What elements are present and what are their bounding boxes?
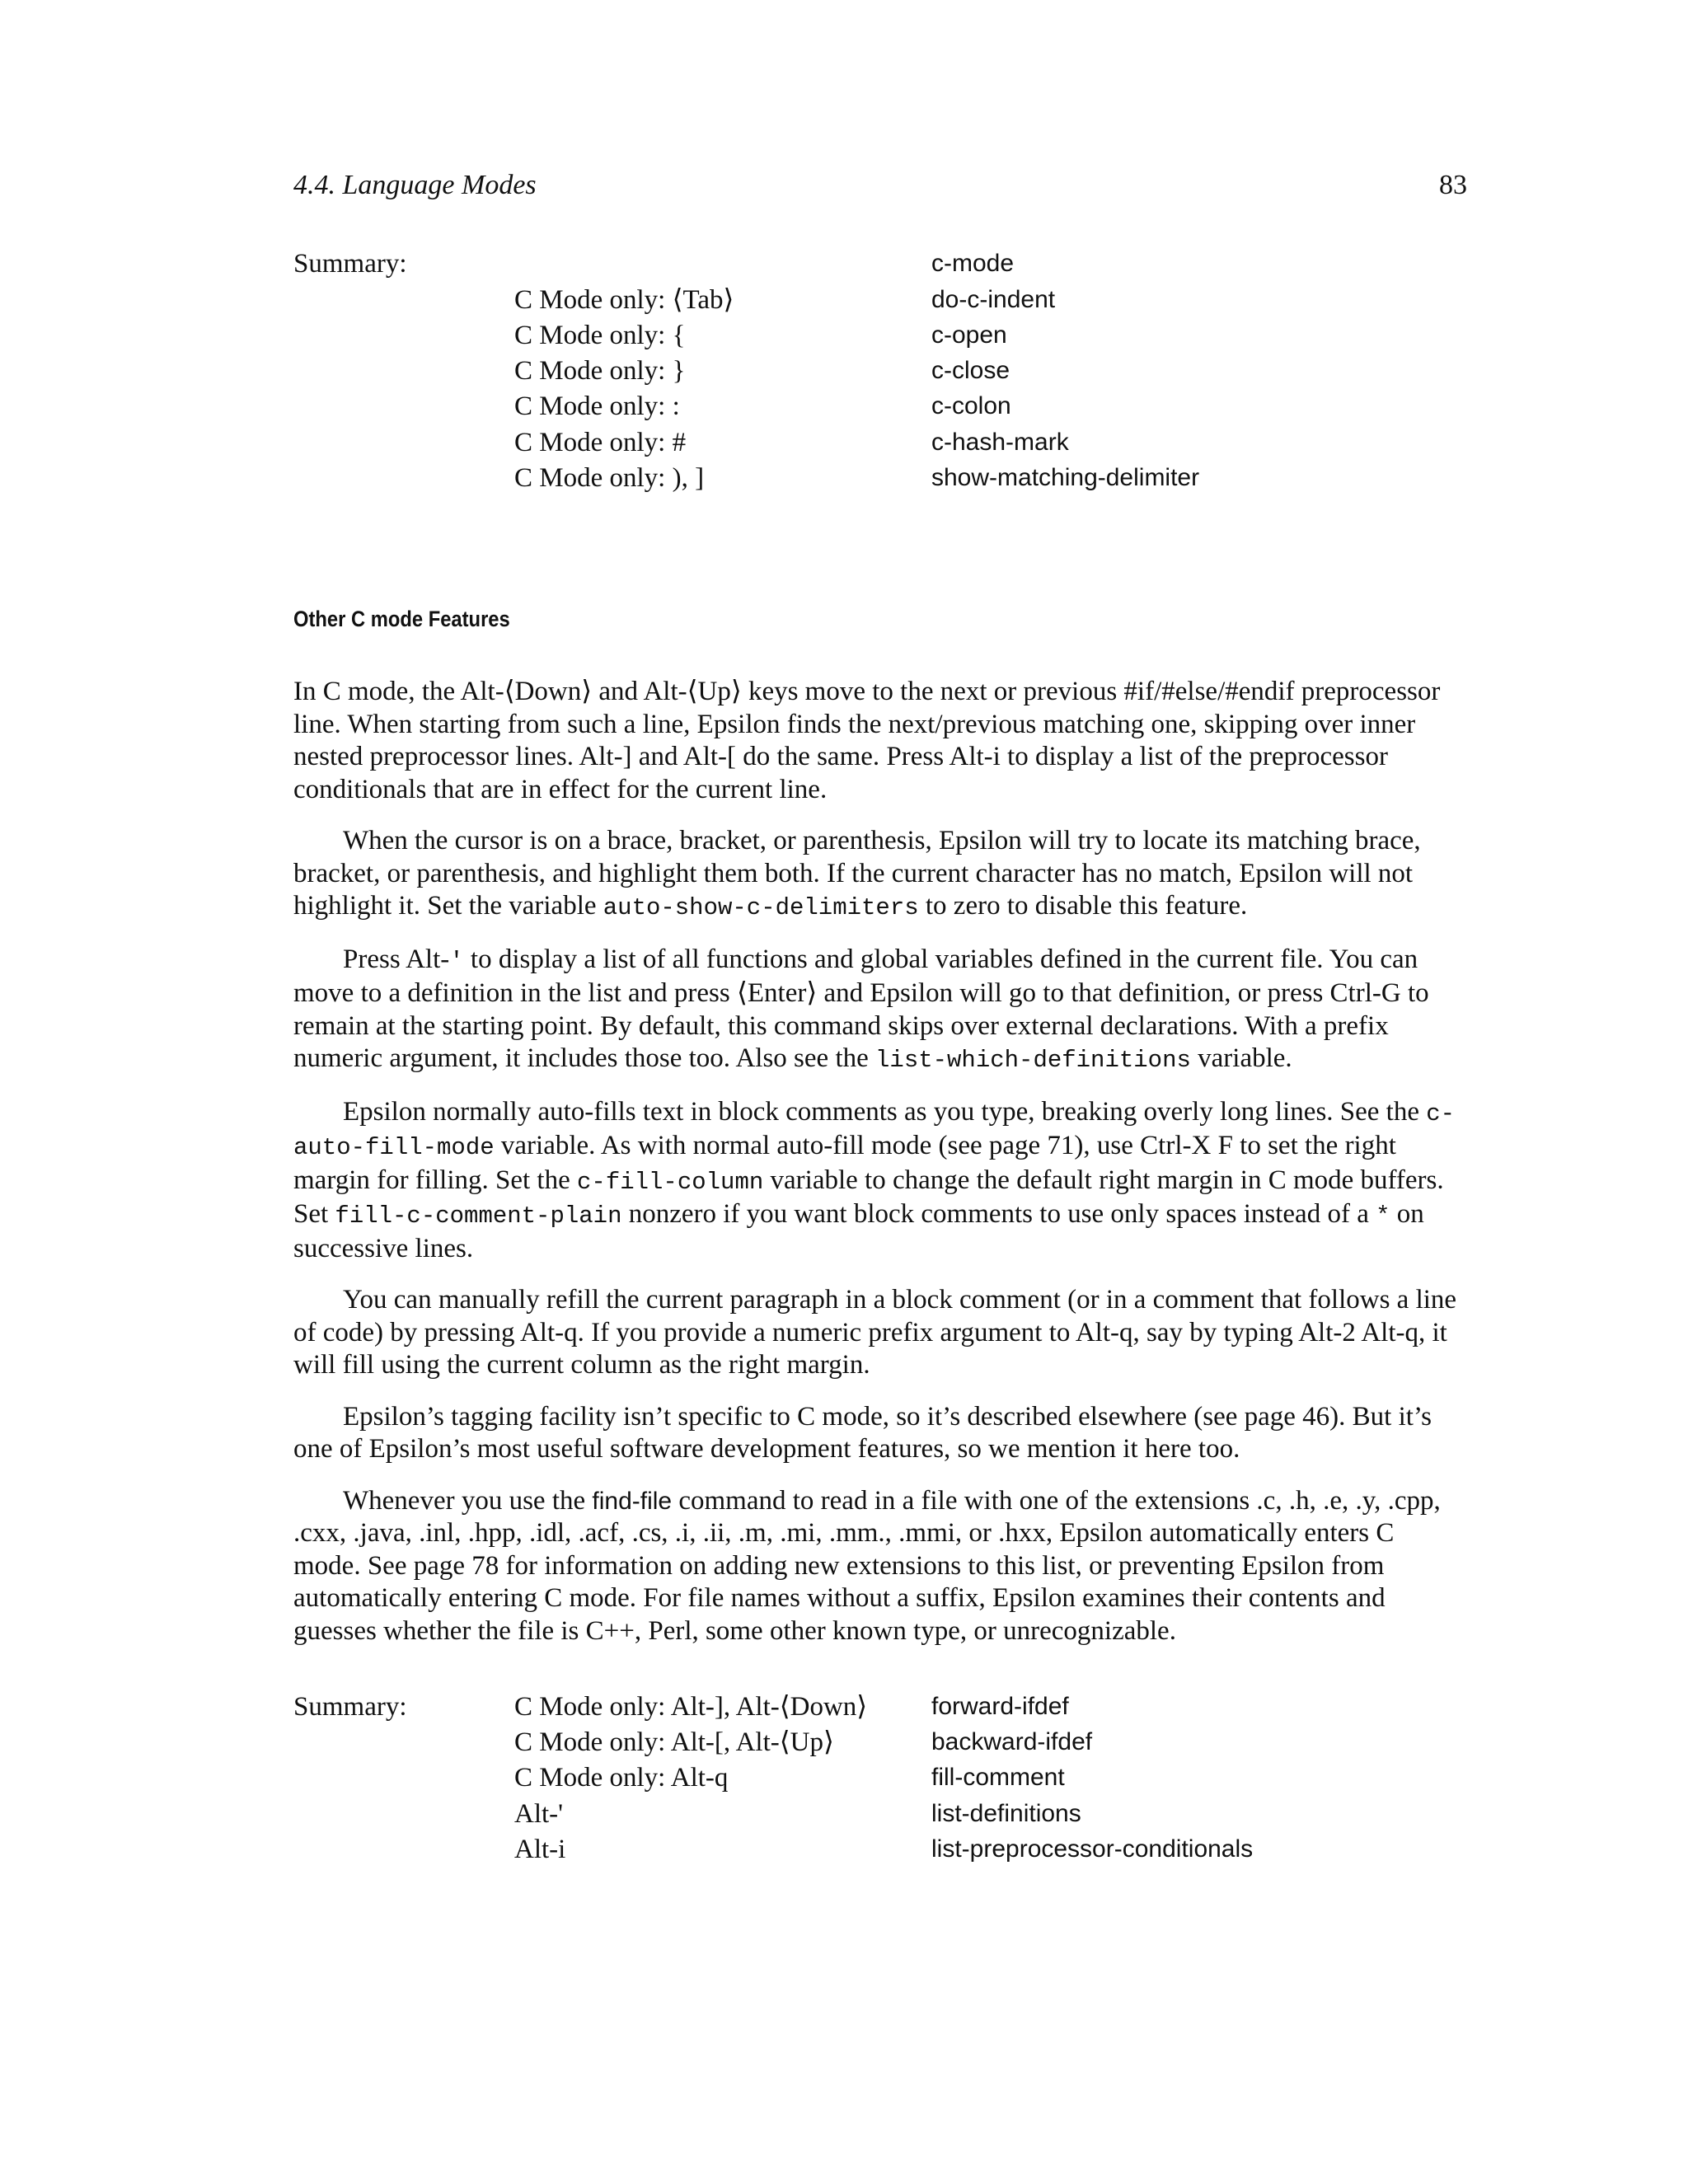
code-variable: c-fill-column: [577, 1168, 764, 1196]
summary-key: C Mode only: ), ]: [514, 463, 705, 493]
code-variable: c-auto-fill-mode: [293, 1099, 1456, 1161]
paragraph: Epsilon’s tagging facility isn’t specific to C mode, so it’s described elsewhere (see page 46). But it’s one of Epsilon’s most useful software development features, so we mention it here too.: [293, 1401, 1432, 1464]
body-text: [293, 676, 1467, 1647]
summary-label: Summary:: [293, 249, 407, 279]
code-key: ': [449, 947, 464, 975]
paragraph: In C mode, the Alt-⟨Down⟩ and Alt-⟨Up⟩ keys move to the next or previous #if/#else/#endif preprocessor line. When starting from such a line, Epsilon finds the next/previous matching one, skipping over inner nested preprocessor lines. Alt-] and Alt-[ do the same. Press Alt-i to display a list of the preprocessor conditionals that are in effect for the current line.: [293, 677, 1441, 804]
command-name: find-file: [592, 1487, 673, 1515]
summary-command: c-close: [931, 357, 1010, 384]
code-variable: fill-c-comment-plain: [335, 1202, 622, 1230]
section-heading: Other C mode Features: [293, 607, 510, 631]
paragraph: Press Alt-' to display a list of all functions and global variables defined in the current file. You can move to a definition in the list and press ⟨Enter⟩ and Epsilon will go to that definition, or press Ctrl-G to remain at the starting point. By default, this command skips over external declarations. With a prefix numeric argument, it includes those too. Also see the list-which-definitions variable.: [293, 944, 1429, 1074]
running-header-section: 4.4. Language Modes: [293, 170, 537, 200]
page-number: 83: [1439, 170, 1467, 200]
paragraph: Epsilon normally auto-fills text in block comments as you type, breaking overly long lines. See the c-auto-fill-mode variable. As with normal auto-fill mode (see page 71), use Ctrl-X F to set the right margin for filling. Set the c-fill-column variable to change the default right margin in C mode buffers. Set fill-c-comment-plain nonzero if you want block comments to use only spaces instead of a * on successive lines.: [293, 1096, 1456, 1263]
summary-command: c-colon: [931, 392, 1011, 419]
summary-command: c-open: [931, 321, 1007, 349]
summary-key: C Mode only: Alt-], Alt-⟨Down⟩: [514, 1692, 868, 1722]
summary-key: C Mode only: Alt-q: [514, 1763, 729, 1793]
summary-command: list-definitions: [931, 1800, 1081, 1827]
summary-command: list-preprocessor-conditionals: [931, 1835, 1254, 1863]
summary-key: C Mode only: ⟨Tab⟩: [514, 285, 734, 315]
summary-command: c-mode: [931, 250, 1015, 277]
summary-command: fill-comment: [931, 1764, 1065, 1791]
summary-command: c-hash-mark: [931, 429, 1069, 456]
paragraph: Whenever you use the find-file command to read in a file with one of the extensions .c, .h, .e, .y, .cpp, .cxx, .java, .inl, .hpp, .idl, .acf, .cs, .i, .ii, .m, .mi, .mm., .mmi, or .hxx, Epsilon automatically enters C mode. See page 78 for information on adding new extensions to this list, or preventing Epsilon from automatically entering C mode. For file names without a suffix, Epsilon examines their contents and guesses whether the file is C++, Perl, some other known type, or unrecognizable.: [293, 1485, 1441, 1646]
summary-command: forward-ifdef: [931, 1693, 1069, 1720]
summary-key: Alt-': [514, 1799, 564, 1829]
summary-key: C Mode only: }: [514, 356, 686, 386]
summary-key: Alt-i: [514, 1835, 566, 1864]
summary-key: C Mode only: Alt-[, Alt-⟨Up⟩: [514, 1727, 834, 1757]
paragraph: You can manually refill the current paragraph in a block comment (or in a comment that follows a line of code) by pressing Alt-q. If you provide a numeric prefix argument to Alt-q, say by typing Alt-2 Alt-q, it will fill using the current column as the right margin.: [293, 1285, 1457, 1380]
code-char: *: [1376, 1202, 1390, 1230]
summary-label: Summary:: [293, 1692, 407, 1722]
summary-key: C Mode only: :: [514, 391, 680, 421]
paragraph: When the cursor is on a brace, bracket, or parenthesis, Epsilon will try to locate its matching brace, bracket, or parenthesis, and highlight them both. If the current character has no match, Epsilon will not highlight it. Set the variable auto-show-c-delimiters to zero to disable this feature.: [293, 826, 1421, 921]
summary-command: show-matching-delimiter: [931, 464, 1200, 491]
summary-command: do-c-indent: [931, 286, 1056, 313]
summary-command: backward-ifdef: [931, 1728, 1093, 1755]
code-variable: list-which-definitions: [875, 1047, 1191, 1074]
code-variable: auto-show-c-delimiters: [603, 894, 919, 921]
summary-key: C Mode only: #: [514, 428, 687, 457]
summary-key: C Mode only: {: [514, 321, 686, 350]
